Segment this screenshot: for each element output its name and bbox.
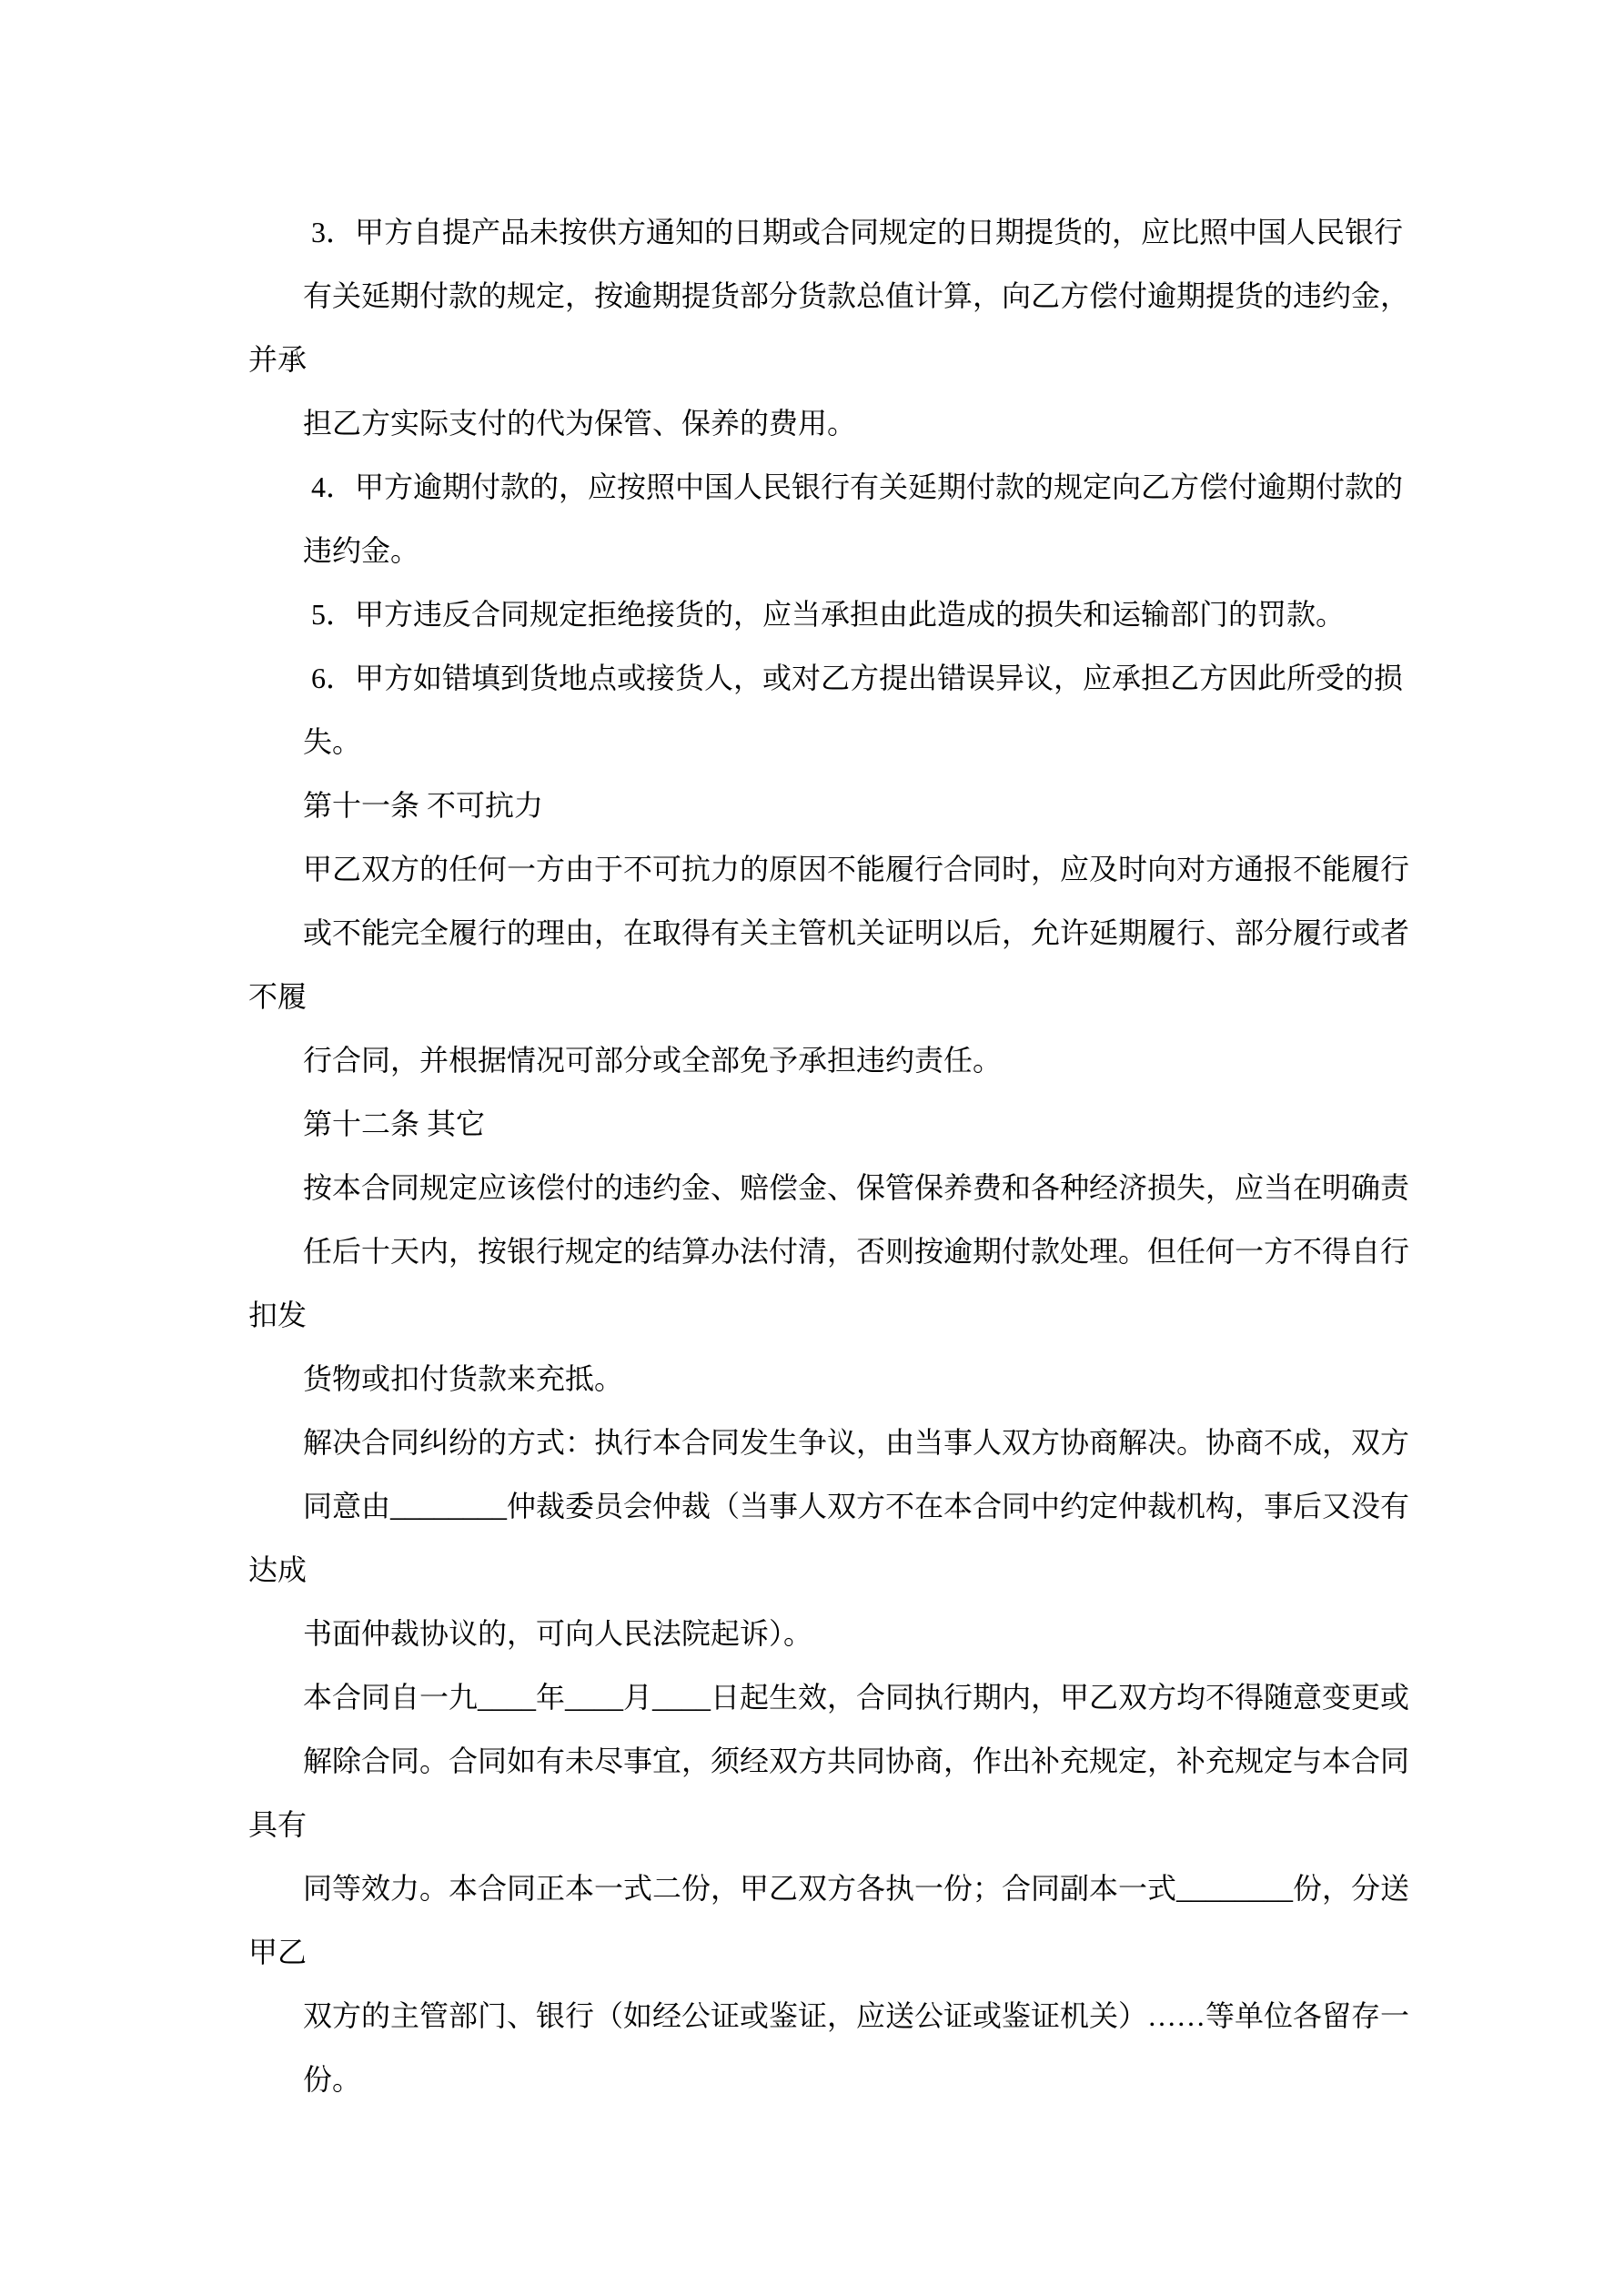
contract-line: 3．甲方自提产品未按供方通知的日期或合同规定的日期提货的，应比照中国人民银行: [311, 216, 1404, 248]
contract-line: 并承: [248, 343, 308, 376]
contract-line: 行合同，并根据情况可部分或全部免予承担违约责任。: [303, 1044, 1003, 1077]
contract-line: 书面仲裁协议的，可向人民法院起诉）。: [303, 1617, 813, 1650]
contract-line-arbitration-blank: 同意由________仲裁委员会仲裁（当事人双方不在本合同中约定仲裁机构，事后又没有: [303, 1490, 1410, 1522]
contract-line: 具有: [248, 1808, 308, 1841]
contract-line: 不履: [248, 980, 308, 1013]
contract-line: 双方的主管部门、银行（如经公证或鉴证，应送公证或鉴证机关）……等单位各留存一: [303, 1999, 1410, 2032]
contract-line: 6．甲方如错填到货地点或接货人，或对乙方提出错误异议，应承担乙方因此所受的损: [311, 662, 1404, 694]
contract-line: 有关延期付款的规定，按逾期提货部分货款总值计算，向乙方偿付逾期提货的违约金，: [303, 279, 1410, 312]
contract-line: 5．甲方违反合同规定拒绝接货的，应当承担由此造成的损失和运输部门的罚款。: [311, 598, 1346, 631]
contract-line-date-blanks: 本合同自一九____年____月____日起生效，合同执行期内，甲乙双方均不得随意变更或: [303, 1681, 1410, 1714]
contract-line: 失。: [303, 725, 362, 758]
contract-line: 按本合同规定应该偿付的违约金、赔偿金、保管保养费和各种经济损失，应当在明确责: [303, 1171, 1410, 1204]
article-11-heading: 第十一条 不可抗力: [303, 789, 544, 822]
contract-line: 或不能完全履行的理由，在取得有关主管机关证明以后，允许延期履行、部分履行或者: [303, 916, 1410, 949]
contract-text-block: [0, 200, 1624, 2111]
contract-line: 4．甲方逾期付款的，应按照中国人民银行有关延期付款的规定向乙方偿付逾期付款的: [311, 470, 1404, 503]
contract-line: 解除合同。合同如有未尽事宜，须经双方共同协商，作出补充规定，补充规定与本合同: [303, 1745, 1410, 1777]
article-12-heading: 第十二条 其它: [303, 1108, 486, 1140]
contract-line: 任后十天内，按银行规定的结算办法付清，否则按逾期付款处理。但任何一方不得自行: [303, 1235, 1410, 1268]
contract-line: 甲乙双方的任何一方由于不可抗力的原因不能履行合同时，应及时向对方通报不能履行: [303, 853, 1410, 885]
contract-line: 货物或扣付货款来充抵。: [303, 1362, 624, 1395]
contract-line: 甲乙: [248, 1936, 308, 1968]
contract-line-copies-blank: 同等效力。本合同正本一式二份，甲乙双方各执一份；合同副本一式________份，分送: [303, 1872, 1410, 1905]
contract-line: 担乙方实际支付的代为保管、保养的费用。: [303, 407, 857, 440]
contract-line: 扣发: [248, 1299, 308, 1331]
contract-line: 份。: [303, 2063, 362, 2096]
contract-line: 达成: [248, 1553, 308, 1586]
contract-line: 违约金。: [303, 534, 420, 567]
contract-line: 解决合同纠纷的方式：执行本合同发生争议，由当事人双方协商解决。协商不成，双方: [303, 1426, 1410, 1459]
